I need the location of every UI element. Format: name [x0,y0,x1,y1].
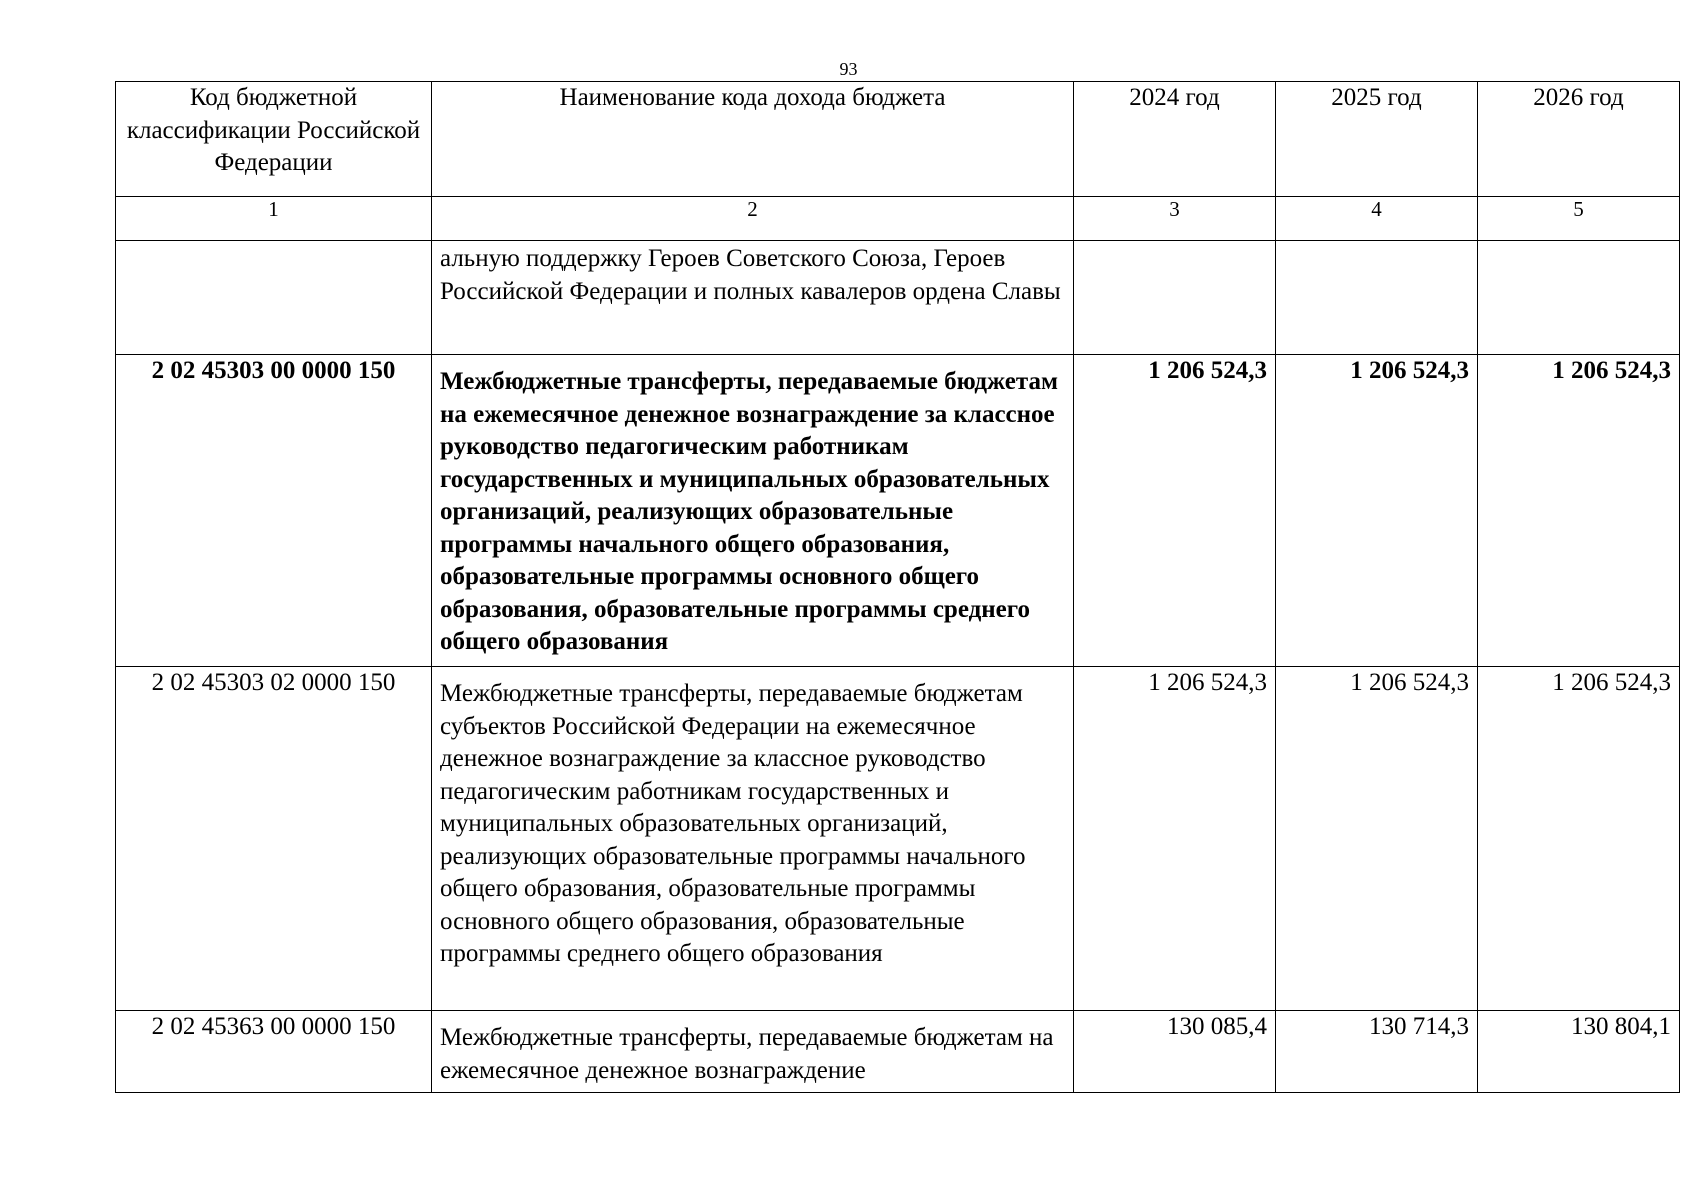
value-2024 [1074,241,1276,355]
income-name: альную поддержку Героев Советского Союза, Героев Российской Федерации и полных кавалеров ордена Славы [432,241,1074,355]
header-income-name: Наименование кода дохода бюджета [432,82,1074,197]
income-name: Межбюджетные трансферты, передаваемые бюджетам на ежемесячное денежное вознаграждение за классное руководство педагогическим работникам государственных и муниципальных образовательных организаций, реализующих образовательные программы начального общего образования, образовательные программы основного общего образования, образовательные программы среднего общего образования [432,355,1074,667]
table-row [116,1011,1680,1093]
value-2024: 130 085,4 [1074,1011,1276,1093]
budget-code: 2 02 45363 00 0000 150 [116,1011,432,1093]
value-2026: 130 804,1 [1478,1011,1680,1093]
value-2024: 1 206 524,3 [1074,667,1276,1011]
column-number-5: 5 [1478,197,1680,241]
value-2026: 1 206 524,3 [1478,667,1680,1011]
value-2024: 1 206 524,3 [1074,355,1276,667]
budget-code: 2 02 45303 02 0000 150 [116,667,432,1011]
table-row [116,667,1680,1011]
column-number-row [116,197,1680,241]
column-number-2: 2 [432,197,1074,241]
value-2026: 1 206 524,3 [1478,355,1680,667]
value-2025: 1 206 524,3 [1276,355,1478,667]
income-name: Межбюджетные трансферты, передаваемые бюджетам на ежемесячное денежное вознаграждение [432,1011,1074,1093]
table-header-row [116,82,1680,197]
value-2026 [1478,241,1680,355]
income-name: Межбюджетные трансферты, передаваемые бюджетам субъектов Российской Федерации на ежемесячное денежное вознаграждение за классное руководство педагогическим работникам государственных и муниципальных образовательных организаций, реализующих образовательные программы начального общего образования, образовательные программы основного общего образования, образовательные программы среднего общего образования [432,667,1074,1011]
budget-code [116,241,432,355]
value-2025 [1276,241,1478,355]
value-2025: 1 206 524,3 [1276,667,1478,1011]
header-year-2026: 2026 год [1478,82,1680,197]
table-row [116,241,1680,355]
page-number: 93 [839,59,858,79]
value-2025: 130 714,3 [1276,1011,1478,1093]
table-row [116,355,1680,667]
column-number-4: 4 [1276,197,1478,241]
budget-income-table [115,81,1680,1093]
header-year-2025: 2025 год [1276,82,1478,197]
budget-code: 2 02 45303 00 0000 150 [116,355,432,667]
column-number-3: 3 [1074,197,1276,241]
header-budget-code: Код бюджетной классификации Российской Федерации [116,82,432,197]
header-year-2024: 2024 год [1074,82,1276,197]
column-number-1: 1 [116,197,432,241]
